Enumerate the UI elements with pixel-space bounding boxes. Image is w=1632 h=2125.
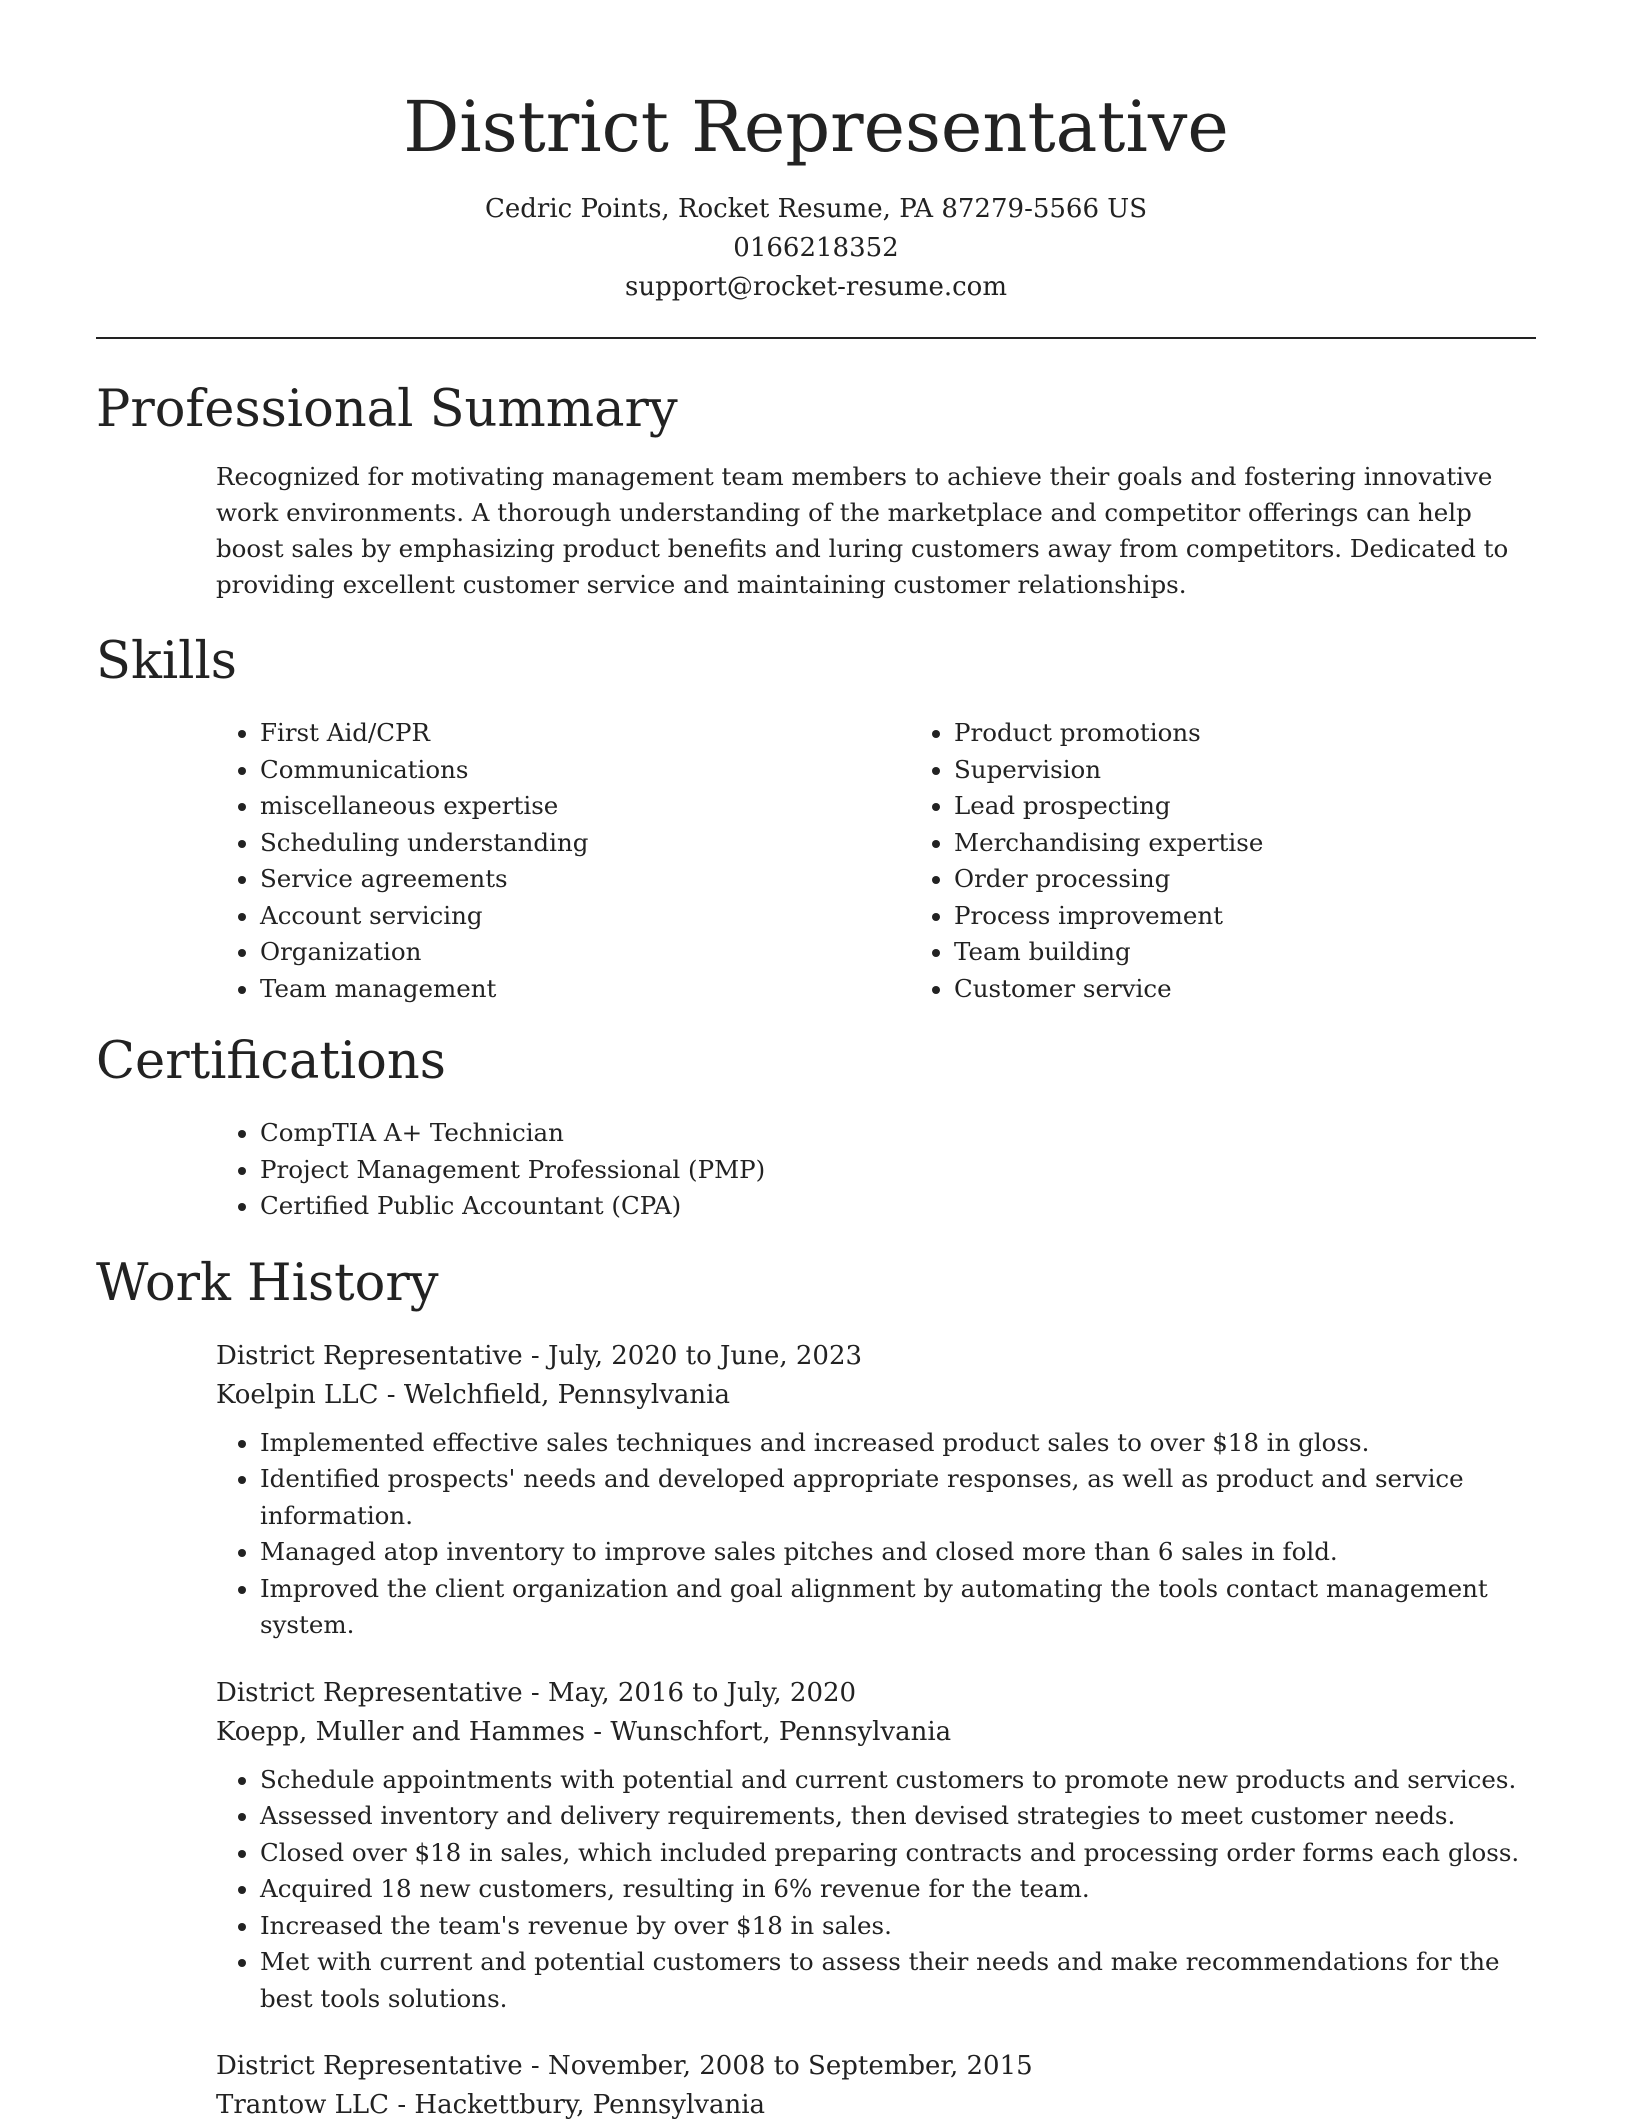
job-bullet: • Assessed inventory and delivery requirements, then devised strategies to meet customer needs.	[260, 1798, 1536, 1835]
skill-item: • Scheduling understanding	[260, 825, 910, 862]
skill-item: • Product promotions	[954, 715, 1604, 752]
skill-item: • Service agreements	[260, 861, 910, 898]
job-dates: November, 2008 to September, 2015	[547, 2051, 1033, 2081]
skill-item: • Order processing	[954, 861, 1604, 898]
resume-page	[96, 0, 1536, 2125]
job-title-line: District Representative - May, 2016 to July, 2020	[216, 1677, 857, 1708]
job-title-line: District Representative - July, 2020 to June, 2023	[216, 1340, 863, 1371]
skills-grid	[216, 715, 1536, 1007]
contact-info	[96, 190, 1536, 307]
skill-item: • Team management	[260, 971, 910, 1008]
job-title-line: District Representative - November, 2008 to September, 2015	[216, 2051, 1033, 2081]
certification-item: • CompTIA A+ Technician	[260, 1115, 1536, 1152]
job-bullet: • Met with current and potential customers to assess their needs and make recommendations for the best tools solutions.	[260, 1944, 1536, 2017]
job-bullet: • Implemented effective sales techniques and increased product sales to over $18 in gloss.	[260, 1425, 1536, 1462]
email-address: support@rocket-resume.com	[624, 272, 1007, 302]
certification-item: • Certified Public Accountant (CPA)	[260, 1188, 1536, 1225]
job-company-line: Koepp, Muller and Hammes - Wunschfort, Pennsylvania	[216, 1716, 952, 1747]
job-role: District Representative	[216, 1677, 523, 1708]
job-dates: July, 2020 to June, 2023	[547, 1340, 863, 1371]
skill-item: • Supervision	[954, 752, 1604, 789]
skill-item: • Process improvement	[954, 898, 1604, 935]
job-entry	[216, 1674, 1536, 2018]
skill-item: • miscellaneous expertise	[260, 788, 910, 825]
section-title-certifications: Certifications	[96, 1032, 446, 1091]
job-bullet: • Schedule appointments with potential and current customers to promote new products and services.	[260, 1762, 1536, 1799]
job-entry	[216, 1337, 1536, 1644]
address: Cedric Points, Rocket Resume, PA 87279-5566 US	[484, 194, 1148, 224]
job-role: District Representative	[216, 1340, 523, 1371]
job-bullet: • Closed over $18 in sales, which included preparing contracts and processing order forms each gloss.	[260, 1835, 1536, 1872]
job-company-line: Koelpin LLC - Welchfield, Pennsylvania	[216, 1379, 730, 1410]
skills-column-right	[910, 715, 1604, 1007]
job-bullet: • Acquired 18 new customers, resulting in 6% revenue for the team.	[260, 1871, 1536, 1908]
resume-header	[96, 0, 1536, 307]
summary-text: Recognized for motivating management team members to achieve their goals and fostering innovative work environments. A thorough understanding of the marketplace and competitor offerings can help boost sales by emphasizing product benefits and luring customers away from competitors. Dedicated to providing excellent customer service and maintaining customer relationships.	[216, 462, 1509, 599]
job-dates: May, 2016 to July, 2020	[547, 1677, 857, 1708]
certifications-list	[216, 1115, 1536, 1225]
section-title-skills: Skills	[96, 632, 237, 691]
skill-item: • Merchandising expertise	[954, 825, 1604, 862]
job-company: Koelpin LLC	[216, 1379, 379, 1410]
skills-column-left	[216, 715, 910, 1007]
job-location: Wunschfort, Pennsylvania	[610, 1716, 952, 1747]
job-entry	[216, 2047, 1536, 2125]
job-bullet: • Managed atop inventory to improve sales pitches and closed more than 6 sales in fold.	[260, 1534, 1536, 1571]
skill-item: • Account servicing	[260, 898, 910, 935]
section-title-summary: Professional Summary	[96, 380, 678, 439]
skill-item: • Lead prospecting	[954, 788, 1604, 825]
job-company-line: Trantow LLC - Hackettbury, Pennsylvania	[216, 2090, 766, 2120]
skill-item: • Communications	[260, 752, 910, 789]
skill-item: • Organization	[260, 934, 910, 971]
job-location: Hackettbury, Pennsylvania	[414, 2090, 766, 2120]
job-bullets	[216, 1762, 1536, 2018]
job-bullet: • Identified prospects' needs and developed appropriate responses, as well as product and service information.	[260, 1461, 1536, 1534]
skill-item: • First Aid/CPR	[260, 715, 910, 752]
skill-item: • Customer service	[954, 971, 1604, 1008]
phone-number: 0166218352	[733, 233, 899, 263]
certification-item: • Project Management Professional (PMP)	[260, 1152, 1536, 1189]
job-company: Koepp, Muller and Hammes	[216, 1716, 586, 1747]
header-divider	[96, 337, 1536, 339]
section-title-work-history: Work History	[96, 1253, 439, 1313]
candidate-name: District Representative	[403, 86, 1229, 168]
job-bullet: • Increased the team's revenue by over $18 in sales.	[260, 1908, 1536, 1945]
job-company: Trantow LLC	[216, 2090, 390, 2120]
job-location: Welchfield, Pennsylvania	[403, 1379, 730, 1410]
job-role: District Representative	[216, 2051, 523, 2081]
job-bullets	[216, 1425, 1536, 1644]
skill-item: • Team building	[954, 934, 1604, 971]
job-bullet: • Improved the client organization and goal alignment by automating the tools contact management system.	[260, 1571, 1536, 1644]
